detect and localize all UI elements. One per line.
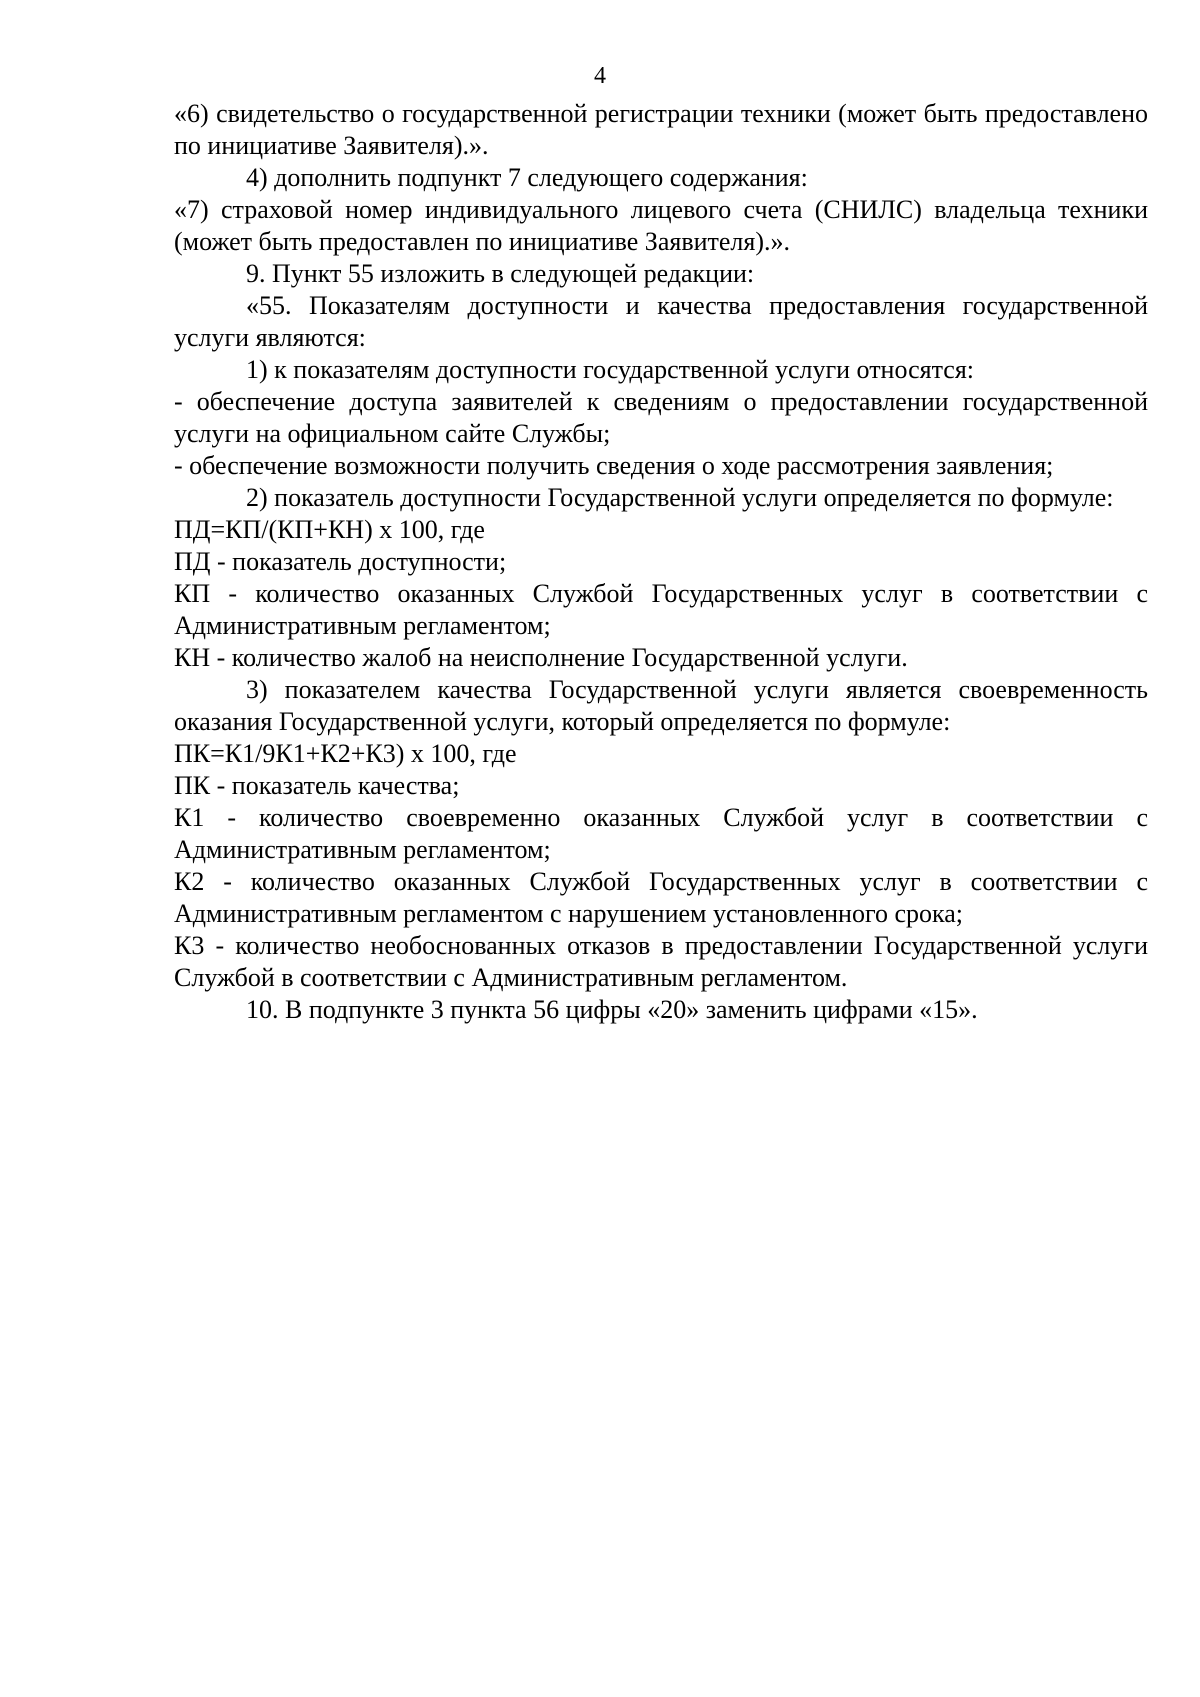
paragraph-amendment-9: 9. Пункт 55 изложить в следующей редакции:	[246, 259, 755, 288]
paragraph-clause-55: «55. Показателям доступности и качества предоставления государственной услуги являются:	[174, 291, 1148, 352]
definition-k3: К3 - количество необоснованных отказов в предоставлении Государственной услуги Службой в соответствии с Административным регламентом.	[174, 931, 1148, 992]
paragraph-accessibility-formula-intro: 2) показатель доступности Государственной услуги определяется по формуле:	[246, 483, 1114, 512]
paragraph-item-6-certificate: «6) свидетельство о государственной регистрации техники (может быть предоставлено по инициативе Заявителя).».	[174, 99, 1148, 160]
paragraph-dash-item-status: - обеспечение возможности получить сведения о ходе рассмотрения заявления;	[174, 451, 1054, 480]
definition-kp: КП - количество оказанных Службой Государственных услуг в соответствии с Административным регламентом;	[174, 579, 1148, 640]
formula-accessibility: ПД=КП/(КП+КН) х 100, где	[174, 515, 485, 544]
paragraph-amendment-10: 10. В подпункте 3 пункта 56 цифры «20» заменить цифрами «15».	[246, 995, 978, 1024]
paragraph-quality-indicator: 3) показателем качества Государственной услуги является своевременность оказания Государственной услуги, который определяется по формуле:	[174, 675, 1148, 736]
paragraph-accessibility-indicators: 1) к показателям доступности государственной услуги относятся:	[246, 355, 975, 384]
page-number: 4	[594, 63, 606, 89]
paragraph-amendment-4: 4) дополнить подпункт 7 следующего содержания:	[246, 163, 808, 192]
paragraph-item-7-snils: «7) страховой номер индивидуального лицевого счета (СНИЛС) владельца техники (может быть предоставлен по инициативе Заявителя).».	[174, 195, 1148, 256]
paragraph-dash-item-access: - обеспечение доступа заявителей к сведениям о предоставлении государственной услуги на официальном сайте Службы;	[174, 387, 1148, 448]
formula-quality: ПК=К1/9К1+К2+К3) х 100, где	[174, 739, 517, 768]
definition-pk: ПК - показатель качества;	[174, 771, 460, 800]
definition-k2: К2 - количество оказанных Службой Государственных услуг в соответствии с Административным регламентом с нарушением установленного срока;	[174, 867, 1148, 928]
definition-k1: К1 - количество своевременно оказанных Службой услуг в соответствии с Административным регламентом;	[174, 803, 1148, 864]
definition-pd: ПД - показатель доступности;	[174, 547, 507, 576]
definition-kn: КН - количество жалоб на неисполнение Государственной услуги.	[174, 643, 908, 672]
document-body	[174, 98, 1148, 1026]
